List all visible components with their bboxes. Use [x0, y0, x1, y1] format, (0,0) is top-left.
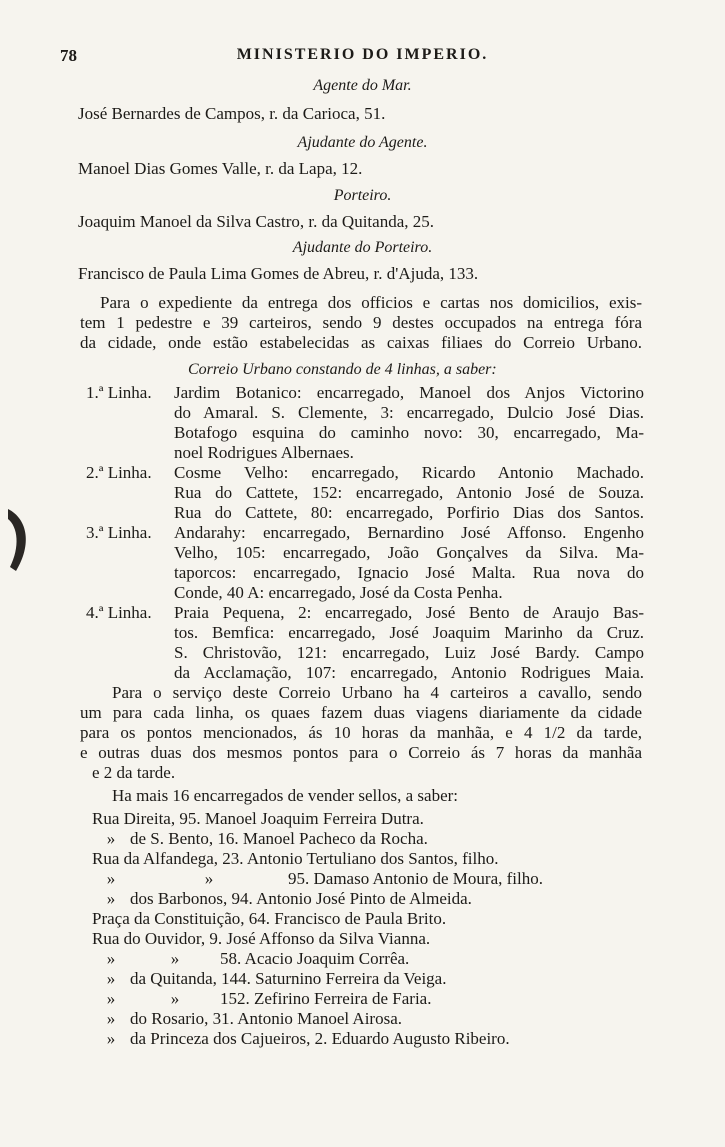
linha-text: Velho, 105: encarregado, João Gonçalves da Silva. Ma-: [174, 543, 644, 562]
linha-label: 4.ª Linha.: [86, 603, 152, 622]
ditto-mark: »: [170, 949, 180, 968]
linha-text: noel Rodrigues Albernaes.: [174, 443, 354, 462]
sellos-row: [92, 1029, 510, 1049]
ditto-mark: »: [106, 949, 116, 968]
paragraph-line: para os pontos mencionados, ás 10 horas da manhãa, e 4 1/2 da tarde,: [80, 723, 642, 742]
paragraph-line: da cidade, onde estão estabelecidas as caixas filiaes do Correio Urbano.: [80, 333, 642, 352]
linha-label: 3.ª Linha.: [86, 523, 152, 542]
sellos-row: [92, 889, 472, 909]
sellos-text: Rua do Ouvidor, 9. José Affonso da Silva Vianna.: [92, 929, 431, 948]
paragraph-line: Para o expediente da entrega dos officios e cartas nos domicilios, exis-: [100, 293, 642, 312]
sellos-row: [92, 869, 543, 889]
linha-text: S. Christovão, 121: encarregado, Luiz José Bardy. Campo: [174, 643, 644, 662]
linha-text: Jardim Botanico: encarregado, Manoel dos Anjos Victorino: [174, 383, 644, 402]
ditto-mark: »: [170, 989, 180, 1008]
ditto-mark: »: [106, 1009, 116, 1028]
ditto-mark: »: [106, 1029, 116, 1048]
linha-text: Andarahy: encarregado, Bernardino José Affonso. Engenho: [174, 523, 644, 542]
binding-mark-icon: [6, 505, 34, 575]
paragraph-line: e outras duas dos mesmos pontos para o Correio ás 7 horas da manhãa: [80, 743, 642, 762]
sellos-text: 95. Damaso Antonio de Moura, filho.: [288, 869, 543, 888]
entry-porteiro: Joaquim Manoel da Silva Castro, r. da Quitanda, 25.: [78, 212, 434, 231]
paragraph-line: e 2 da tarde.: [92, 763, 176, 782]
sellos-row: [92, 849, 498, 869]
section-title-ajudante-porteiro: Ajudante do Porteiro.: [292, 239, 433, 256]
sellos-text: da Princeza dos Cajueiros, 2. Eduardo Augusto Ribeiro.: [130, 1029, 510, 1048]
section-title-porteiro: Porteiro.: [333, 187, 392, 204]
urbano-heading: Correio Urbano constando de 4 linhas, a saber:: [188, 361, 497, 378]
sellos-text: Rua da Alfandega, 23. Antonio Tertuliano dos Santos, filho.: [92, 849, 499, 868]
linha-text: tos. Bemfica: encarregado, José Joaquim Marinho da Cruz.: [174, 623, 644, 642]
entry-ajudante-porteiro: Francisco de Paula Lima Gomes de Abreu, r. d'Ajuda, 133.: [78, 264, 479, 283]
sellos-text: Praça da Constituição, 64. Francisco de Paula Brito.: [92, 909, 447, 928]
ditto-mark: »: [106, 829, 116, 848]
linha-text: Cosme Velho: encarregado, Ricardo Antonio Machado.: [174, 463, 644, 482]
sellos-text: 58. Acacio Joaquim Corrêa.: [220, 949, 410, 968]
sellos-text: Rua Direita, 95. Manoel Joaquim Ferreira Dutra.: [92, 809, 424, 828]
sellos-text: de S. Bento, 16. Manoel Pacheco da Rocha.: [130, 829, 428, 848]
page-number: 78: [60, 46, 77, 65]
ditto-mark: »: [106, 989, 116, 1008]
paragraph-line: Para o serviço deste Correio Urbano ha 4 carteiros a cavallo, sendo: [112, 683, 642, 702]
ditto-mark: »: [204, 869, 214, 888]
running-title: MINISTERIO DO IMPERIO.: [236, 46, 489, 63]
sellos-intro: Ha mais 16 encarregados de vender sellos, a saber:: [112, 786, 459, 805]
linha-label: 2.ª Linha.: [86, 463, 152, 482]
sellos-text: dos Barbonos, 94. Antonio José Pinto de Almeida.: [130, 889, 472, 908]
linha-text: Praia Pequena, 2: encarregado, José Bento de Araujo Bas-: [174, 603, 644, 622]
linha-text: da Acclamação, 107: encarregado, Antonio Rodrigues Maia.: [174, 663, 644, 682]
sellos-row: [92, 829, 428, 849]
paragraph-line: tem 1 pedestre e 39 carteiros, sendo 9 destes occupados na entrega fóra: [80, 313, 642, 332]
linha-text: Rua do Cattete, 80: encarregado, Porfirio Dias dos Santos.: [174, 503, 644, 522]
sellos-row: [92, 929, 430, 949]
linha-text: Rua do Cattete, 152: encarregado, Antonio José de Souza.: [174, 483, 644, 502]
linha-text: do Amaral. S. Clemente, 3: encarregado, Dulcio José Dias.: [174, 403, 644, 422]
entry-ajudante-agente: Manoel Dias Gomes Valle, r. da Lapa, 12.: [78, 159, 363, 178]
ditto-mark: »: [106, 889, 116, 908]
section-title-agente: Agente do Mar.: [313, 77, 412, 94]
linha-text: Conde, 40 A: encarregado, José da Costa Penha.: [174, 583, 503, 602]
sellos-text: da Quitanda, 144. Saturnino Ferreira da Veiga.: [130, 969, 447, 988]
entry-agente: José Bernardes de Campos, r. da Carioca, 51.: [78, 104, 386, 123]
sellos-row: [92, 989, 431, 1009]
linha-label: 1.ª Linha.: [86, 383, 152, 402]
linha-text: Botafogo esquina do caminho novo: 30, encarregado, Ma-: [174, 423, 644, 442]
sellos-text: do Rosario, 31. Antonio Manoel Airosa.: [130, 1009, 402, 1028]
page-header: [60, 46, 665, 72]
sellos-row: [92, 949, 409, 969]
sellos-row: [92, 809, 424, 829]
sellos-row: [92, 969, 446, 989]
sellos-row: [92, 909, 446, 929]
section-title-ajudante-agente: Ajudante do Agente.: [297, 134, 428, 151]
ditto-mark: »: [106, 869, 116, 888]
ditto-mark: »: [106, 969, 116, 988]
sellos-text: 152. Zefirino Ferreira de Faria.: [220, 989, 432, 1008]
sellos-row: [92, 1009, 402, 1029]
paragraph-line: um para cada linha, os quaes fazem duas viagens diariamente da cidade: [80, 703, 642, 722]
linha-text: taporcos: encarregado, Ignacio José Malta. Rua nova do: [174, 563, 644, 582]
